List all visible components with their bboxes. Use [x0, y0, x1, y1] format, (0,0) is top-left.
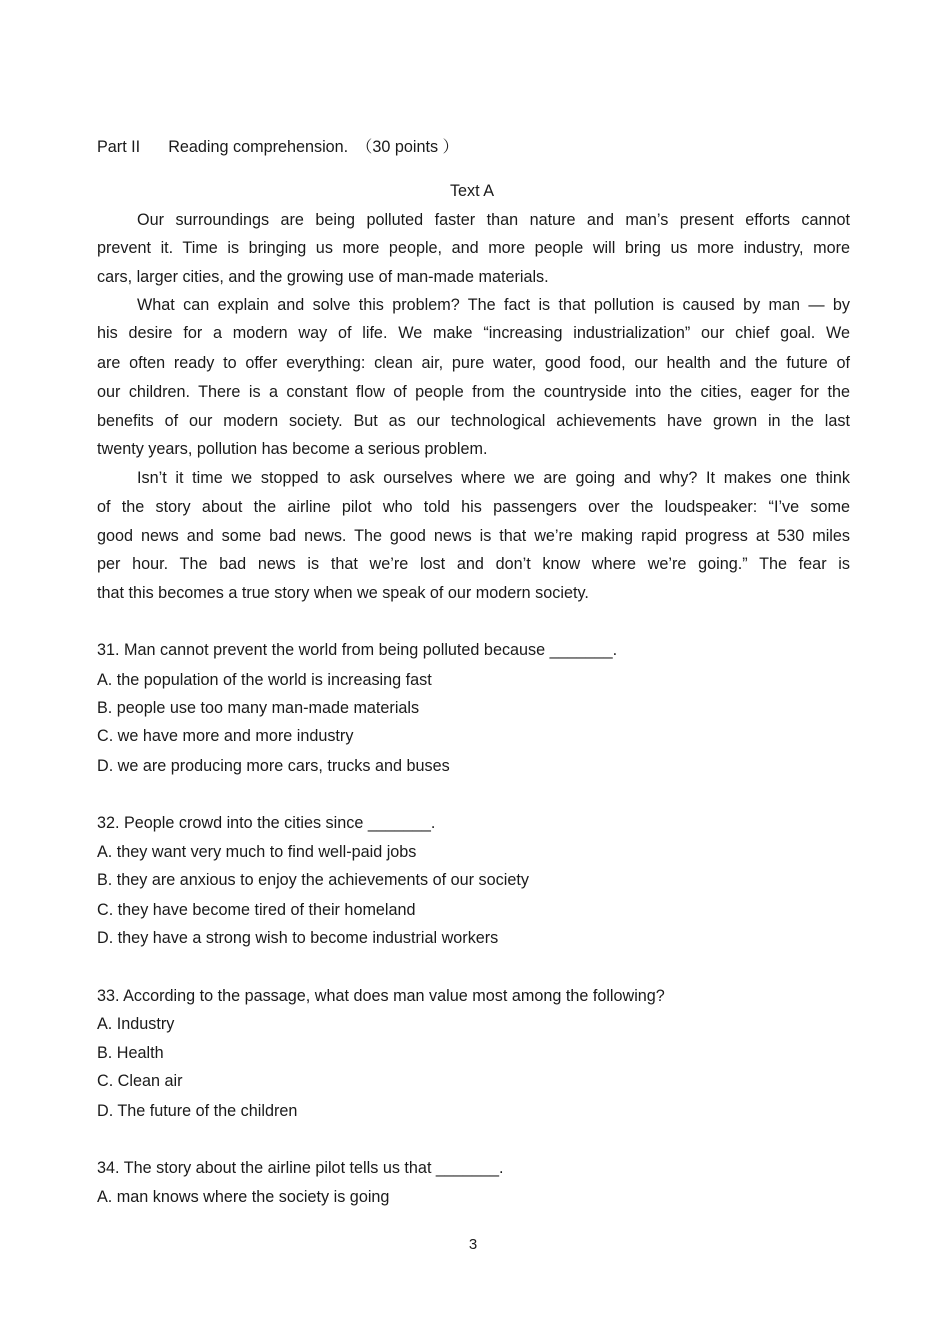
part-label: Part II — [97, 138, 141, 156]
question-31-option-a: A. the population of the world is increasing fast — [97, 671, 432, 689]
question-33-option-d: D. The future of the children — [97, 1102, 298, 1120]
page-number: 3 — [468, 1236, 478, 1253]
passage-line: What can explain and solve this problem? The fact is that pollution is caused by man — by — [137, 296, 850, 314]
passage-line: good news and some bad news. The good news is that we’re making rapid progress at 530 miles — [97, 527, 850, 545]
question-33-option-b: B. Health — [97, 1044, 164, 1062]
question-32-option-d: D. they have a strong wish to become industrial workers — [97, 929, 499, 947]
passage-line: of the story about the airline pilot who told his passengers over the loudspeaker: “I’ve some — [97, 498, 850, 516]
question-34-option-a: A. man knows where the society is going — [97, 1188, 390, 1206]
question-31-stem: 31. Man cannot prevent the world from being polluted because _______. — [97, 641, 618, 659]
part-heading — [97, 137, 459, 157]
question-32-option-c: C. they have become tired of their homeland — [97, 901, 416, 919]
question-31-option-b: B. people use too many man-made materials — [97, 699, 420, 717]
passage-line: cars, larger cities, and the growing use of man-made materials. — [97, 268, 549, 286]
question-32-option-a: A. they want very much to find well-paid jobs — [97, 843, 417, 861]
part-points: （30 points ） — [356, 138, 459, 156]
question-33-option-a: A. Industry — [97, 1015, 175, 1033]
passage-line: his desire for a modern way of life. We make “increasing industrialization” our chief goal. We — [97, 324, 850, 342]
question-32-stem: 32. People crowd into the cities since _______. — [97, 814, 436, 832]
question-32-option-b: B. they are anxious to enjoy the achievements of our society — [97, 871, 529, 889]
passage-line: are often ready to offer everything: clean air, pure water, good food, our health and the future of — [97, 354, 850, 372]
question-31-option-c: C. we have more and more industry — [97, 727, 354, 745]
question-34-stem: 34. The story about the airline pilot tells us that _______. — [97, 1159, 504, 1177]
passage-line: that this becomes a true story when we speak of our modern society. — [97, 584, 589, 602]
passage-line: benefits of our modern society. But as our technological achievements have grown in the last — [97, 412, 850, 430]
question-33-option-c: C. Clean air — [97, 1072, 183, 1090]
passage-line: Our surroundings are being polluted faster than nature and man’s present efforts cannot — [137, 211, 850, 229]
text-title: Text A — [449, 182, 495, 200]
passage-line: twenty years, pollution has become a serious problem. — [97, 440, 488, 458]
passage-line: Isn’t it time we stopped to ask ourselves where we are going and why? It makes one think — [137, 469, 850, 487]
passage-line: our children. There is a constant flow of people from the countryside into the cities, eager for the — [97, 383, 850, 401]
question-33-stem: 33. According to the passage, what does man value most among the following? — [97, 987, 665, 1005]
passage-line: prevent it. Time is bringing us more people, and more people will bring us more industry, more — [97, 239, 850, 257]
passage-line: per hour. The bad news is that we’re lost and don’t know where we’re going.” The fear is — [97, 555, 850, 573]
question-31-option-d: D. we are producing more cars, trucks and buses — [97, 757, 450, 775]
part-title: Reading comprehension. — [168, 138, 349, 156]
